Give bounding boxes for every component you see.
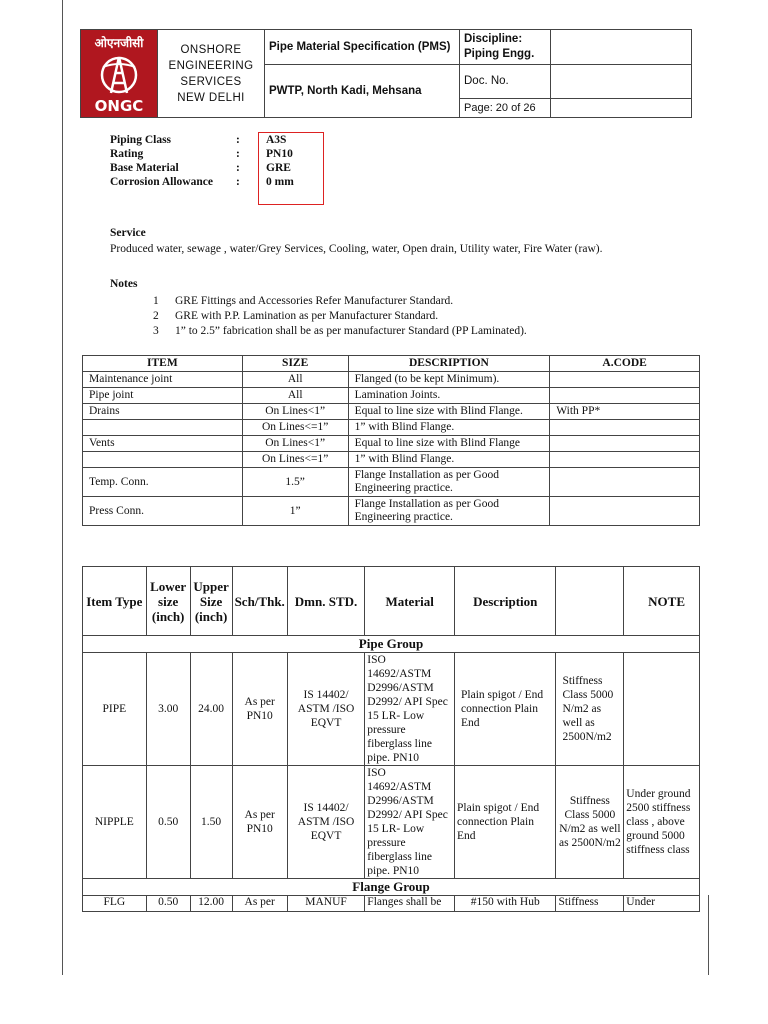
group-heading-flange: Flange Group [83,879,700,896]
col-header-item-type: Item Type [83,567,147,636]
table-row: NIPPLE 0.50 1.50 As per PN10 IS 14402/ ASTM /ISO EQVT ISO 14692/ASTM D2996/ASTM D2992/ API Spec 15 LR- Low pressure fiberglass line pipe. PN10 Plain spigot / End connection Plain End Stiffness Class 5000 N/m2 as well as 2500N/m2 Under ground 2500 stiffness class , above ground 5000 stiffness class [83,766,700,879]
col-header-dmn-std: Dmn. STD. [287,567,364,636]
ongc-logo-cell [81,30,158,118]
spec-row-base-material: Base Material : GRE [110,162,291,174]
table-row: On Lines<=1” 1” with Blind Flange. [83,420,700,436]
table-row: Pipe joint All Lamination Joints. [83,388,700,404]
table-row: Temp. Conn. 1.5” Flange Installation as per Good Engineering practice. [83,468,700,497]
spec-row-piping-class: Piping Class : A3S [110,134,287,146]
page-number: Page: 20 of 26 [460,99,551,118]
page-right-rule [708,895,709,975]
col-header-note: NOTE [624,567,700,636]
col-header-acode: A.CODE [550,356,700,372]
note-item: 2 GRE with P.P. Lamination as per Manufacturer Standard. [153,310,439,322]
group-heading-pipe: Pipe Group [83,636,700,653]
table-row: FLG 0.50 12.00 As per MANUF Flanges shall be #150 with Hub Stiffness Under [83,896,700,912]
col-header-sch-thk: Sch/Thk. [232,567,287,636]
page-blank [551,99,692,118]
col-header-size: SIZE [242,356,348,372]
notes-list [153,294,527,339]
col-header-lower-size: Lower size (inch) [146,567,190,636]
discipline-cell: Discipline: Piping Engg. [460,30,551,65]
doc-no-label: Doc. No. [460,65,551,99]
document-header [80,29,692,118]
spec-row-corrosion-allowance: Corrosion Allowance : 0 mm [110,176,294,188]
material-group-table [82,566,700,912]
items-table [82,355,700,526]
service-heading: Service [110,227,146,239]
notes-heading: Notes [110,278,138,290]
col-header-item: ITEM [83,356,243,372]
table-row: On Lines<=1” 1” with Blind Flange. [83,452,700,468]
document-title: Pipe Material Specification (PMS) [265,30,460,65]
note-item: 3 1” to 2.5” fabrication shall be as per manufacturer Standard (PP Laminated). [153,325,527,337]
col-header-blank [556,567,624,636]
discipline-value-blank [551,30,692,65]
spec-row-rating: Rating : PN10 [110,148,293,160]
col-header-description: Description [455,567,556,636]
ongc-logo [81,31,157,117]
table-row: Drains On Lines<1” Equal to line size with Blind Flange. With PP* [83,404,700,420]
svg-text:ONGC: ONGC [94,96,144,115]
table-row: PIPE 3.00 24.00 As per PN10 IS 14402/ ASTM /ISO EQVT ISO 14692/ASTM D2996/ASTM D2992/ API Spec 15 LR- Low pressure fiberglass line pipe. PN10 Plain spigot / End connection Plain End Stiffness Class 5000 N/m2 as well as 2500N/m2 [83,653,700,766]
col-header-material: Material [365,567,455,636]
col-header-description: DESCRIPTION [348,356,550,372]
col-header-upper-size: Upper Size (inch) [190,567,232,636]
organization-name: ONSHORE ENGINEERING SERVICES NEW DELHI [158,30,265,118]
table-row: Press Conn. 1” Flange Installation as per Good Engineering practice. [83,497,700,526]
table-row: Vents On Lines<1” Equal to line size with Blind Flange [83,436,700,452]
highlight-box [258,132,324,205]
svg-text:ओएनजीसी: ओएनजीसी [94,35,144,50]
project-name: PWTP, North Kadi, Mehsana [265,65,460,118]
service-text: Produced water, sewage , water/Grey Services, Cooling, water, Open drain, Utility water, Fire Water (raw). [110,243,603,255]
doc-no-value [551,65,692,99]
table-row: Maintenance joint All Flanged (to be kept Minimum). [83,372,700,388]
note-item: 1 GRE Fittings and Accessories Refer Manufacturer Standard. [153,295,454,307]
page-left-rule [62,0,63,975]
